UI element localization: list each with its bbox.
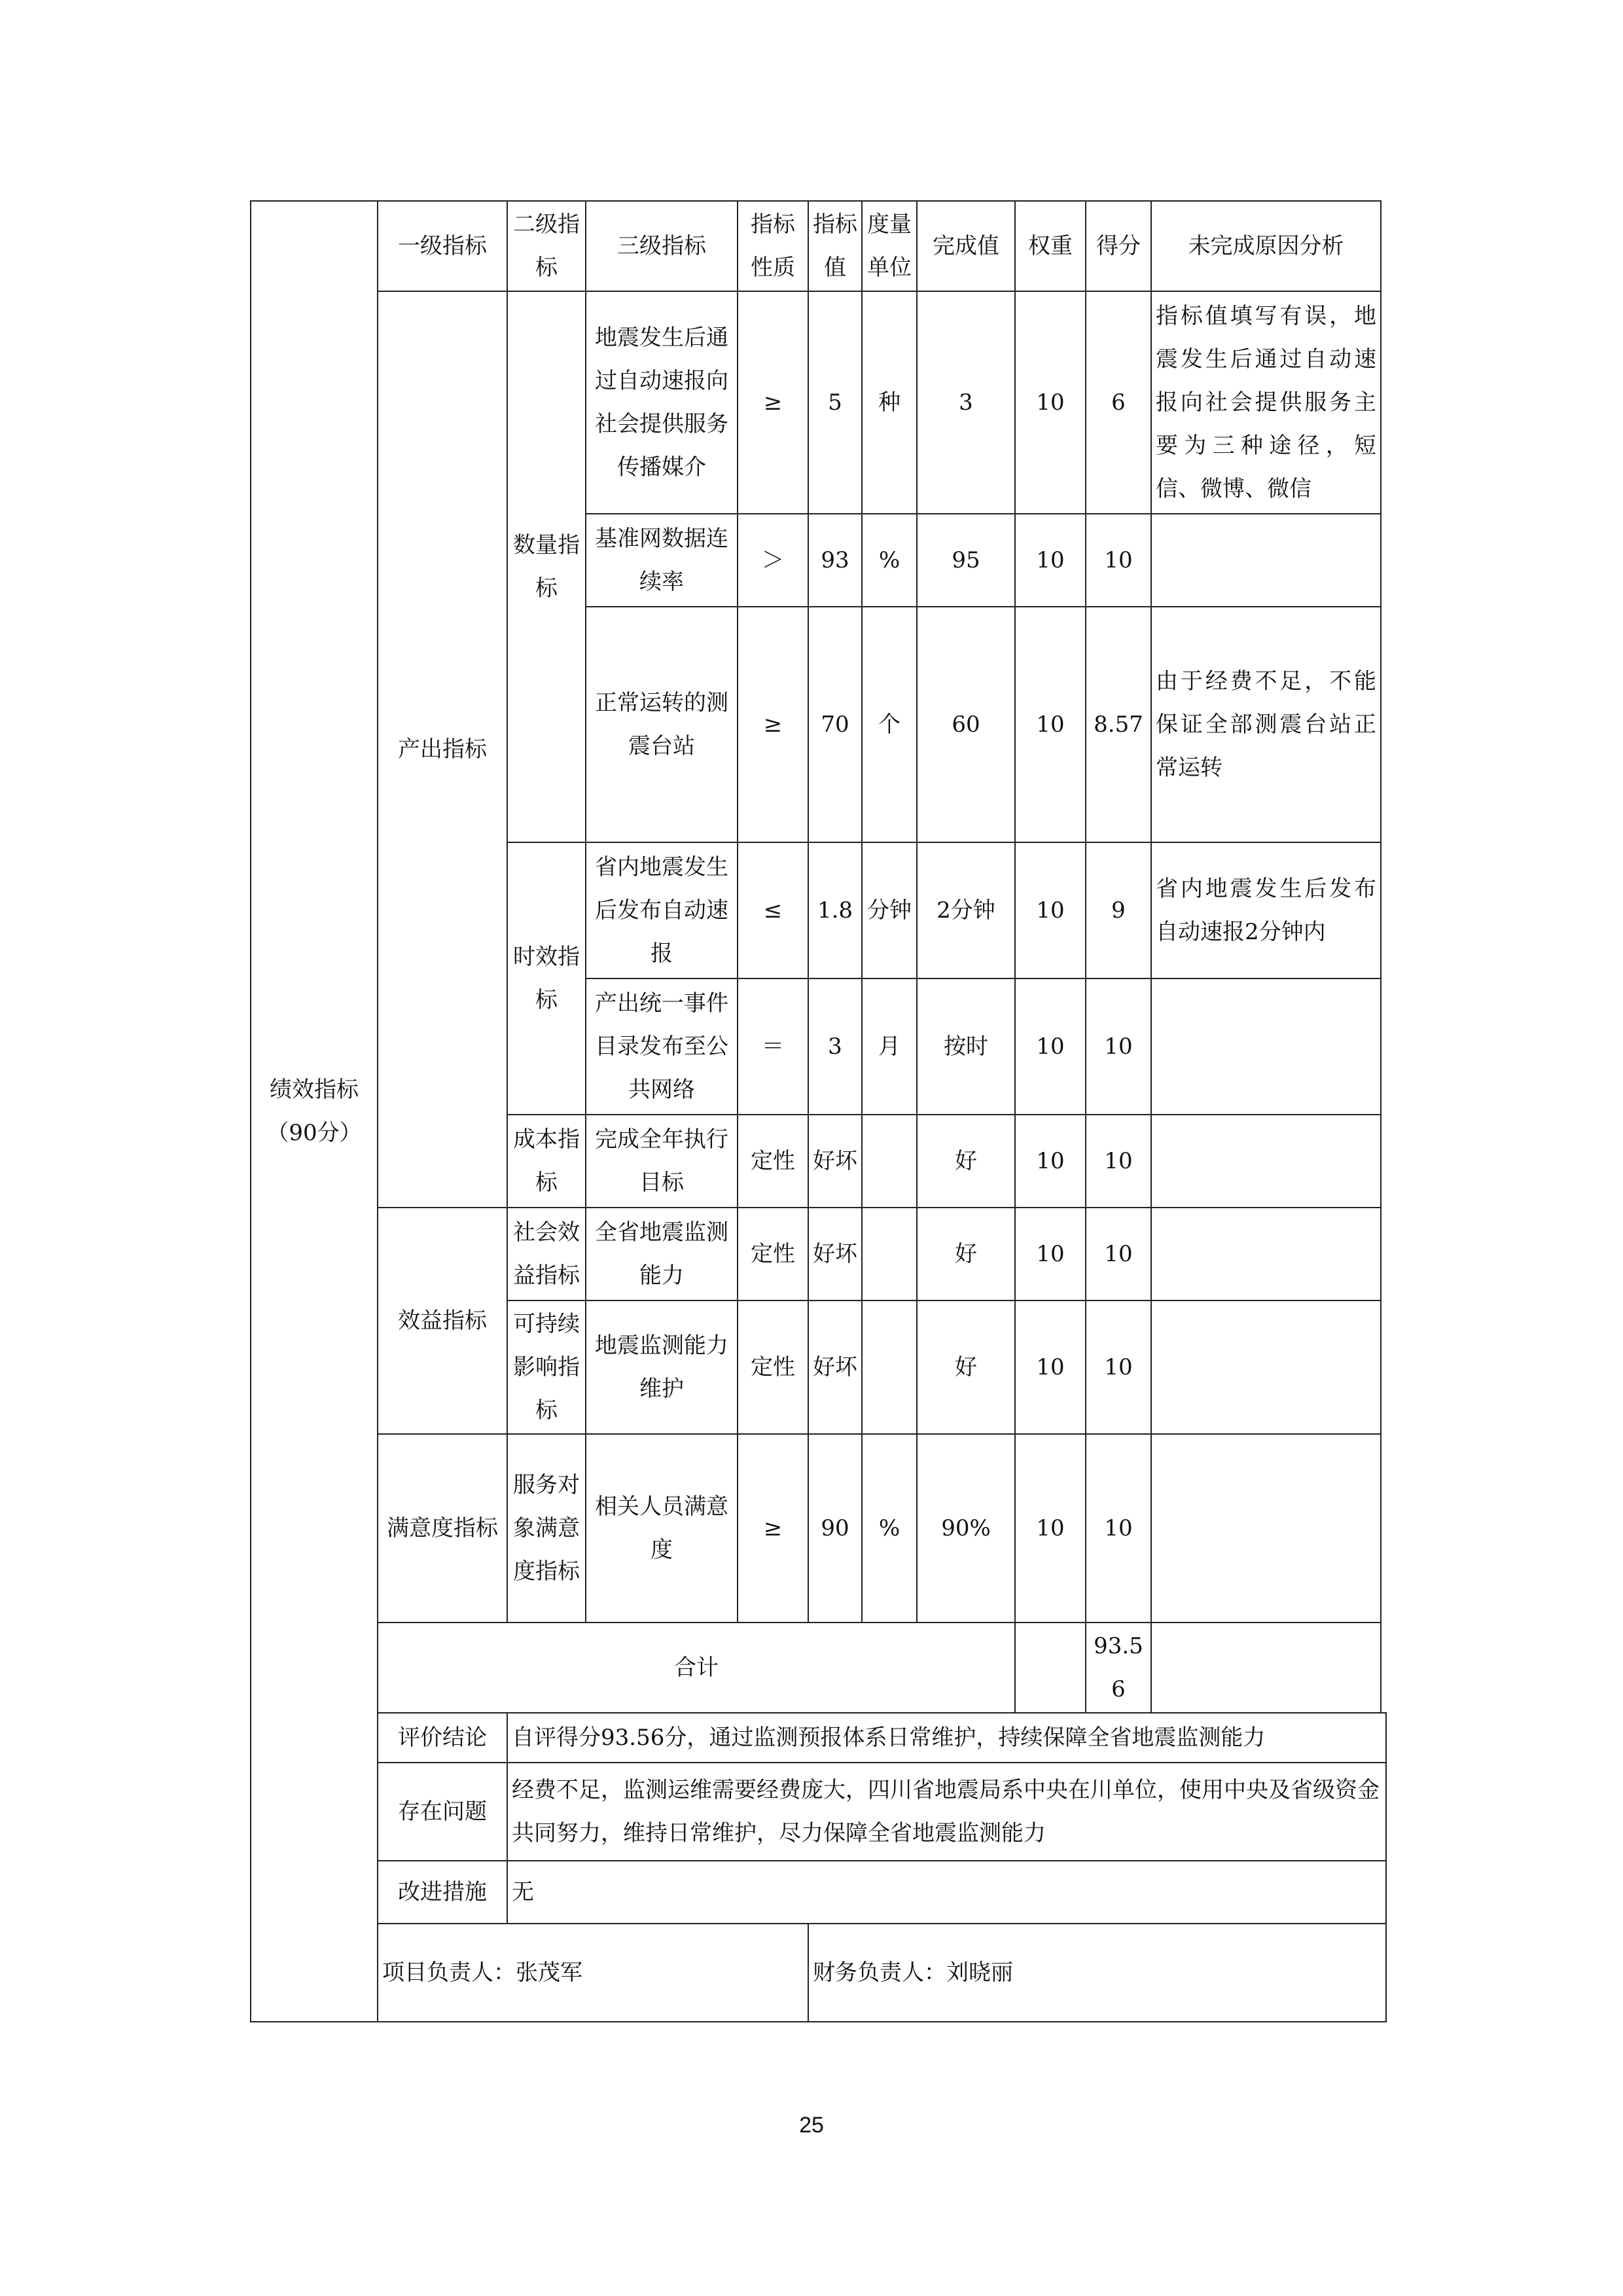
indicator-actual: 按时 bbox=[917, 978, 1015, 1115]
total-label: 合计 bbox=[378, 1623, 1015, 1713]
indicator-score: 8.57 bbox=[1086, 607, 1151, 842]
header-level2: 二级指标 bbox=[507, 201, 586, 291]
indicator-reason bbox=[1151, 1115, 1381, 1208]
indicator-unit: % bbox=[862, 514, 917, 607]
indicator-score: 10 bbox=[1086, 1208, 1151, 1300]
section-label: 绩效指标（90分） bbox=[251, 201, 378, 2022]
indicator-nature: 定性 bbox=[738, 1115, 808, 1208]
indicator-name: 地震发生后通过自动速报向社会提供服务传播媒介 bbox=[586, 291, 738, 514]
group-service: 服务对象满意度指标 bbox=[507, 1434, 586, 1623]
measures-row bbox=[251, 1861, 1386, 1924]
indicator-name: 地震监测能力维护 bbox=[586, 1300, 738, 1434]
group-output: 产出指标 bbox=[378, 291, 507, 1208]
indicator-weight: 10 bbox=[1015, 514, 1086, 607]
indicator-reason bbox=[1151, 1208, 1381, 1300]
indicator-name: 产出统一事件目录发布至公共网络 bbox=[586, 978, 738, 1115]
indicator-actual: 90% bbox=[917, 1434, 1015, 1623]
header-weight: 权重 bbox=[1015, 201, 1086, 291]
indicator-name: 全省地震监测能力 bbox=[586, 1208, 738, 1300]
header-actual: 完成值 bbox=[917, 201, 1015, 291]
indicator-actual: 好 bbox=[917, 1208, 1015, 1300]
total-row bbox=[251, 1623, 1386, 1713]
indicator-target: 70 bbox=[808, 607, 862, 842]
header-score: 得分 bbox=[1086, 201, 1151, 291]
indicator-reason bbox=[1151, 1300, 1381, 1434]
total-reason bbox=[1151, 1623, 1381, 1713]
header-target: 指标值 bbox=[808, 201, 862, 291]
indicator-reason: 由于经费不足，不能保证全部测震台站正常运转 bbox=[1151, 607, 1381, 842]
group-sustain: 可持续影响指标 bbox=[507, 1300, 586, 1434]
indicator-target: 好坏 bbox=[808, 1208, 862, 1300]
indicator-nature: 定性 bbox=[738, 1300, 808, 1434]
indicator-unit bbox=[862, 1300, 917, 1434]
indicator-name: 正常运转的测震台站 bbox=[586, 607, 738, 842]
indicator-target: 93 bbox=[808, 514, 862, 607]
indicator-nature: ＝ bbox=[738, 978, 808, 1115]
indicator-score: 10 bbox=[1086, 978, 1151, 1115]
indicator-unit: 月 bbox=[862, 978, 917, 1115]
indicator-reason bbox=[1151, 1434, 1381, 1623]
indicator-unit bbox=[862, 1208, 917, 1300]
indicator-unit: 种 bbox=[862, 291, 917, 514]
indicator-score: 6 bbox=[1086, 291, 1151, 514]
indicator-actual: 好 bbox=[917, 1300, 1015, 1434]
total-weight bbox=[1015, 1623, 1086, 1713]
indicator-target: 1.8 bbox=[808, 842, 862, 978]
problems-row bbox=[251, 1763, 1386, 1861]
indicator-score: 9 bbox=[1086, 842, 1151, 978]
indicator-reason bbox=[1151, 978, 1381, 1115]
indicator-nature: ≤ bbox=[738, 842, 808, 978]
indicator-score: 10 bbox=[1086, 514, 1151, 607]
table-row bbox=[251, 1208, 1386, 1300]
indicator-weight: 10 bbox=[1015, 1208, 1086, 1300]
indicator-weight: 10 bbox=[1015, 291, 1086, 514]
indicator-weight: 10 bbox=[1015, 1434, 1086, 1623]
header-unit: 度量单位 bbox=[862, 201, 917, 291]
indicator-name: 基准网数据连续率 bbox=[586, 514, 738, 607]
table-row bbox=[251, 291, 1386, 514]
group-benefit: 效益指标 bbox=[378, 1208, 507, 1434]
indicator-unit bbox=[862, 1115, 917, 1208]
indicator-weight: 10 bbox=[1015, 607, 1086, 842]
header-row bbox=[251, 201, 1386, 291]
indicator-actual: 2分钟 bbox=[917, 842, 1015, 978]
indicator-name: 相关人员满意度 bbox=[586, 1434, 738, 1623]
group-social: 社会效益指标 bbox=[507, 1208, 586, 1300]
indicator-actual: 3 bbox=[917, 291, 1015, 514]
indicator-name: 完成全年执行目标 bbox=[586, 1115, 738, 1208]
indicator-weight: 10 bbox=[1015, 1300, 1086, 1434]
indicator-actual: 好 bbox=[917, 1115, 1015, 1208]
total-score: 93.56 bbox=[1086, 1623, 1151, 1713]
problems-text: 经费不足，监测运维需要经费庞大，四川省地震局系中央在川单位，使用中央及省级资金共同努力，维持日常维护，尽力保障全省地震监测能力 bbox=[507, 1763, 1386, 1861]
project-lead: 项目负责人：张茂军 bbox=[378, 1924, 808, 2022]
indicator-reason: 指标值填写有误，地震发生后通过自动速报向社会提供服务主要为三种途径，短信、微博、微信 bbox=[1151, 291, 1381, 514]
indicator-weight: 10 bbox=[1015, 978, 1086, 1115]
indicator-target: 好坏 bbox=[808, 1115, 862, 1208]
header-level3: 三级指标 bbox=[586, 201, 738, 291]
indicator-score: 10 bbox=[1086, 1115, 1151, 1208]
performance-table bbox=[250, 200, 1387, 2022]
group-satisfaction: 满意度指标 bbox=[378, 1434, 507, 1623]
conclusion-label: 评价结论 bbox=[378, 1713, 507, 1763]
problems-label: 存在问题 bbox=[378, 1763, 507, 1861]
header-level1: 一级指标 bbox=[378, 201, 507, 291]
group-quantity: 数量指标 bbox=[507, 291, 586, 842]
indicator-unit: % bbox=[862, 1434, 917, 1623]
indicator-nature: ≥ bbox=[738, 291, 808, 514]
indicator-nature: ≥ bbox=[738, 607, 808, 842]
indicator-actual: 60 bbox=[917, 607, 1015, 842]
indicator-target: 5 bbox=[808, 291, 862, 514]
indicator-target: 好坏 bbox=[808, 1300, 862, 1434]
table-row bbox=[251, 1434, 1386, 1623]
signature-row bbox=[251, 1924, 1386, 2022]
indicator-weight: 10 bbox=[1015, 842, 1086, 978]
indicator-target: 3 bbox=[808, 978, 862, 1115]
header-reason: 未完成原因分析 bbox=[1151, 201, 1381, 291]
indicator-reason: 省内地震发生后发布自动速报2分钟内 bbox=[1151, 842, 1381, 978]
indicator-score: 10 bbox=[1086, 1300, 1151, 1434]
conclusion-text: 自评得分93.56分，通过监测预报体系日常维护，持续保障全省地震监测能力 bbox=[507, 1713, 1386, 1763]
measures-label: 改进措施 bbox=[378, 1861, 507, 1924]
indicator-name: 省内地震发生后发布自动速报 bbox=[586, 842, 738, 978]
indicator-target: 90 bbox=[808, 1434, 862, 1623]
indicator-actual: 95 bbox=[917, 514, 1015, 607]
page-number: 25 bbox=[799, 2113, 824, 2138]
indicator-nature: ≥ bbox=[738, 1434, 808, 1623]
indicator-nature: 定性 bbox=[738, 1208, 808, 1300]
indicator-weight: 10 bbox=[1015, 1115, 1086, 1208]
conclusion-row bbox=[251, 1713, 1386, 1763]
header-nature: 指标性质 bbox=[738, 201, 808, 291]
indicator-nature: ＞ bbox=[738, 514, 808, 607]
finance-lead: 财务负责人：刘晓丽 bbox=[808, 1924, 1386, 2022]
group-timeliness: 时效指标 bbox=[507, 842, 586, 1115]
indicator-unit: 个 bbox=[862, 607, 917, 842]
group-cost: 成本指标 bbox=[507, 1115, 586, 1208]
indicator-score: 10 bbox=[1086, 1434, 1151, 1623]
indicator-unit: 分钟 bbox=[862, 842, 917, 978]
measures-text: 无 bbox=[507, 1861, 1386, 1924]
indicator-reason bbox=[1151, 514, 1381, 607]
